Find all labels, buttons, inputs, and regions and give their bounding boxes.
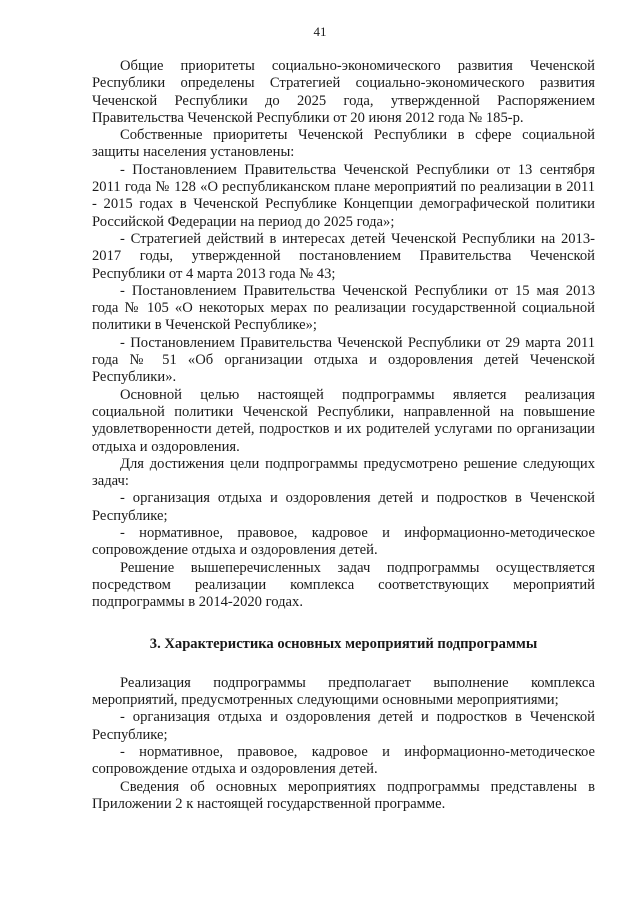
list-item: - Постановлением Правительства Чеченской Республики от 15 мая 2013 года № 105 «О некоторых мерах по реализации государственной социальной политики в Чеченской Республике»; — [92, 282, 595, 334]
paragraph: Сведения об основных мероприятиях подпрограммы представлены в Приложении 2 к настоящей государственной программе. — [92, 778, 595, 812]
section-title: 3. Характеристика основных мероприятий подпрограммы — [149, 635, 538, 652]
paragraph: Основной целью настоящей подпрограммы является реализация социальной политики Чеченской Республики, направленной на повышение удовлетворенности детей, подростков и их родителей услугами по организации отдыха и оздоровления. — [92, 386, 595, 455]
list-item: - Постановлением Правительства Чеченской Республики от 29 марта 2011 года № 51 «Об организации отдыха и оздоровления детей Чеченской Республики». — [92, 334, 595, 386]
list-item: - организация отдыха и оздоровления детей и подростков в Чеченской Республике; — [92, 490, 595, 524]
list-item: - Стратегией действий в интересах детей Чеченской Республики на 2013-2017 годы, утвержденной постановлением Правительства Чеченской Республики от 4 марта 2013 года № 43; — [92, 230, 595, 282]
list-item: - организация отдыха и оздоровления детей и подростков в Чеченской Республике; — [92, 709, 595, 743]
page-content — [92, 58, 595, 813]
page-number: 41 — [313, 24, 327, 39]
paragraph: Реализация подпрограммы предполагает выполнение комплекса мероприятий, предусмотренных следующими основными мероприятиями; — [92, 674, 595, 709]
list-item: - нормативное, правовое, кадровое и информационно-методическое сопровождение отдыха и оздоровления детей. — [92, 525, 595, 559]
list-item: - нормативное, правовое, кадровое и информационно-методическое сопровождение отдыха и оздоровления детей. — [92, 743, 595, 778]
paragraph: Общие приоритеты социально-экономического развития Чеченской Республики определены Стратегией социально-экономического развития Чеченской Республики до 2025 года, утвержденной Распоряжением Правительства Чеченской Республики от 20 июня 2012 года № 185-р. — [92, 58, 595, 126]
list-item: - Постановлением Правительства Чеченской Республики от 13 сентября 2011 года № 128 «О республиканском плане мероприятий по реализации в 2011 - 2015 годах в Чеченской Республике Концепции демографической политики Российской Федерации на период до 2025 года»; — [92, 161, 595, 230]
paragraph: Для достижения цели подпрограммы предусмотрено решение следующих задач: — [92, 455, 595, 490]
paragraph: Решение вышеперечисленных задач подпрограммы осуществляется посредством реализации комплекса соответствующих мероприятий подпрограммы в 2014-2020 годах. — [92, 559, 595, 611]
paragraph: Собственные приоритеты Чеченской Республики в сфере социальной защиты населения установлены: — [92, 127, 595, 161]
